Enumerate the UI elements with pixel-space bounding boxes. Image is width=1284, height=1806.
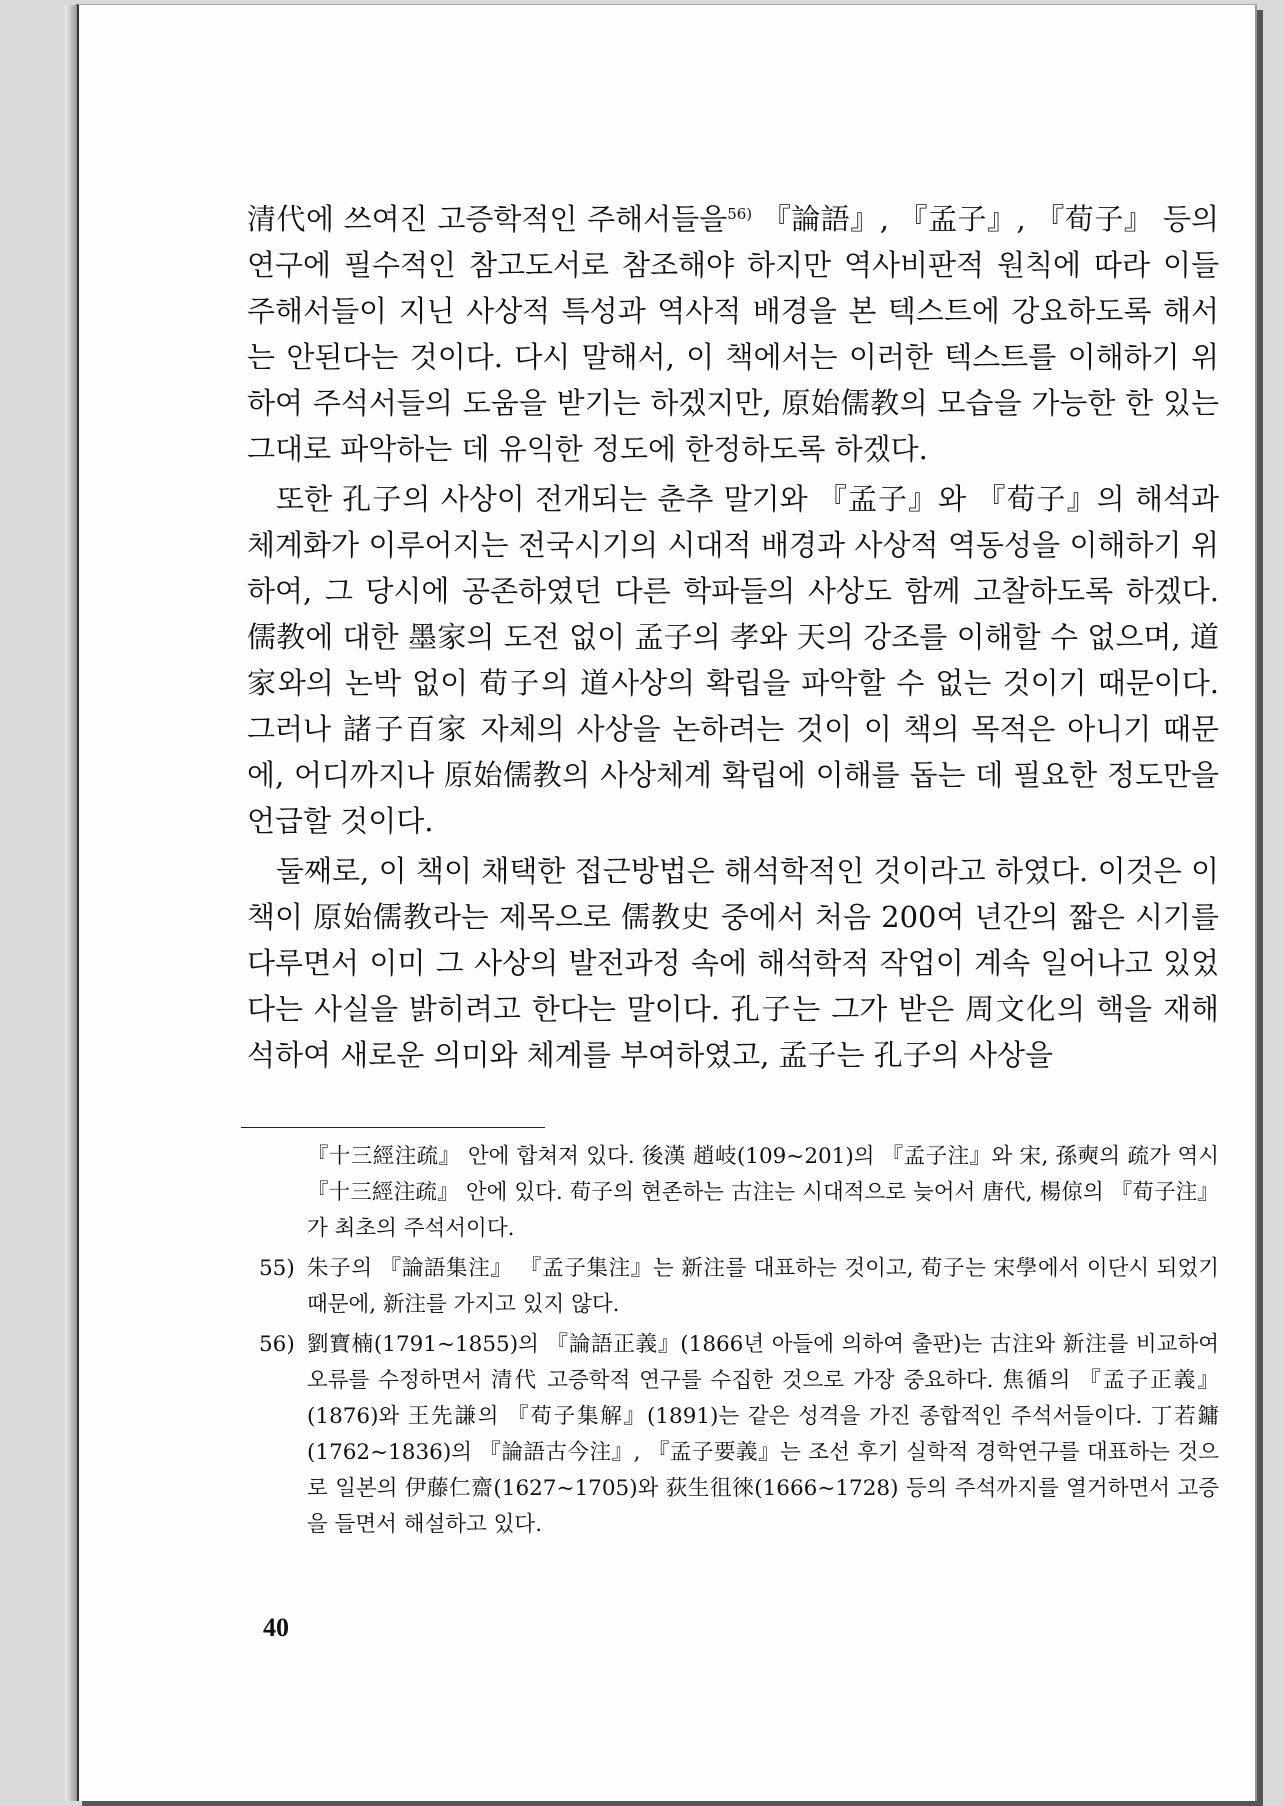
main-text <box>247 191 1219 1082</box>
footnote-55 <box>259 1251 1219 1323</box>
paragraph-1-text: 『論語』, 『孟子』, 『荀子』 등의 연구에 필수적인 참고도서로 참조해야 하지만 역사비판적 원칙에 따라 이들 주해서들이 지닌 사상적 특성과 역사적 배경을 본 텍스트에 강요하도록 해서는 안된다는 것이다. 다시 말해서, 이 책에서는 이러한 텍스트를 이해하기 위하여 주석서들의 도움을 받기는 하겠지만, 原始儒教의 모습을 가능한 한 있는 그대로 파악하는 데 유익한 정도에 한정하도록 하겠다. <box>247 202 1219 466</box>
page-number: 40 <box>263 1613 289 1642</box>
footnote-number: 56) <box>259 1332 295 1357</box>
footnote-text: 朱子의 『論語集注』 『孟子集注』는 新注를 대표하는 것이고, 荀子는 宋學에서 이단시 되었기 때문에, 新注를 가지고 있지 않다. <box>307 1256 1219 1317</box>
footnote-divider <box>241 1127 545 1128</box>
footnote-continued <box>259 1139 1219 1247</box>
footnote-number: 55) <box>259 1256 295 1281</box>
book-spine <box>65 5 77 1801</box>
footnotes <box>259 1139 1219 1547</box>
footnote-56 <box>259 1327 1219 1543</box>
footnote-text: 劉寶楠(1791~1855)의 『論語正義』(1866년 아들에 의하여 출판)는 古注와 新注를 비교하여 오류를 수정하면서 清代 고증학적 연구를 수집한 것으로 가장 중요하다. 焦循의 『孟子正義』(1876)와 王先謙의 『荀子集解』(1891)는 같은 성격을 가진 종합적인 주석서들이다. 丁若鏞(1762~1836)의 『論語古今注』, 『孟子要義』는 조선 후기 실학적 경학연구를 대표하는 것으로 일본의 伊藤仁齋(1627~1705)와 荻生徂徠(1666~1728) 등의 주석까지를 열거하면서 고증을 들면서 해설하고 있다. <box>307 1332 1219 1537</box>
paragraph-1 <box>247 191 1219 472</box>
footnote-ref-56: 56) <box>727 205 753 223</box>
book-page <box>76 4 1257 1801</box>
footnote-text: 『十三經注疏』 안에 합쳐져 있다. 後漢 趙岐(109~201)의 『孟子注』와 宋, 孫奭의 疏가 역시 『十三經注疏』 안에 있다. 荀子의 현존하는 古注는 시대적으로 늦어서 唐代, 楊倞의 『荀子注』가 최초의 주석서이다. <box>307 1144 1219 1241</box>
paragraph-2: 또한 孔子의 사상이 전개되는 춘추 말기와 『孟子』와 『荀子』의 해석과 체계화가 이루어지는 전국시기의 시대적 배경과 사상적 역동성을 이해하기 위하여, 그 당시에 공존하였던 다른 학파들의 사상도 함께 고찰하도록 하겠다. 儒教에 대한 墨家의 도전 없이 孟子의 孝와 天의 강조를 이해할 수 없으며, 道家와의 논박 없이 荀子의 道사상의 확립을 파악할 수 없는 것이기 때문이다. 그러나 諸子百家 자체의 사상을 논하려는 것이 이 책의 목적은 아니기 때문에, 어디까지나 原始儒教의 사상체계 확립에 이해를 돕는 데 필요한 정도만을 언급할 것이다. <box>247 482 1219 838</box>
paragraph-1-lead: 清代에 쓰여진 고증학적인 주해서들을 <box>247 202 728 236</box>
paragraph-3: 둘째로, 이 책이 채택한 접근방법은 해석학적인 것이라고 하였다. 이것은 이 책이 原始儒教라는 제목으로 儒教史 중에서 처음 200여 년간의 짧은 시기를 다루면서 이미 그 사상의 발전과정 속에 해석학적 작업이 계속 일어나고 있었다는 사실을 밝히려고 한다는 말이다. 孔子는 그가 받은 周文化의 핵을 재해석하여 새로운 의미와 체계를 부여하였고, 孟子는 孔子의 사상을 <box>247 854 1219 1072</box>
